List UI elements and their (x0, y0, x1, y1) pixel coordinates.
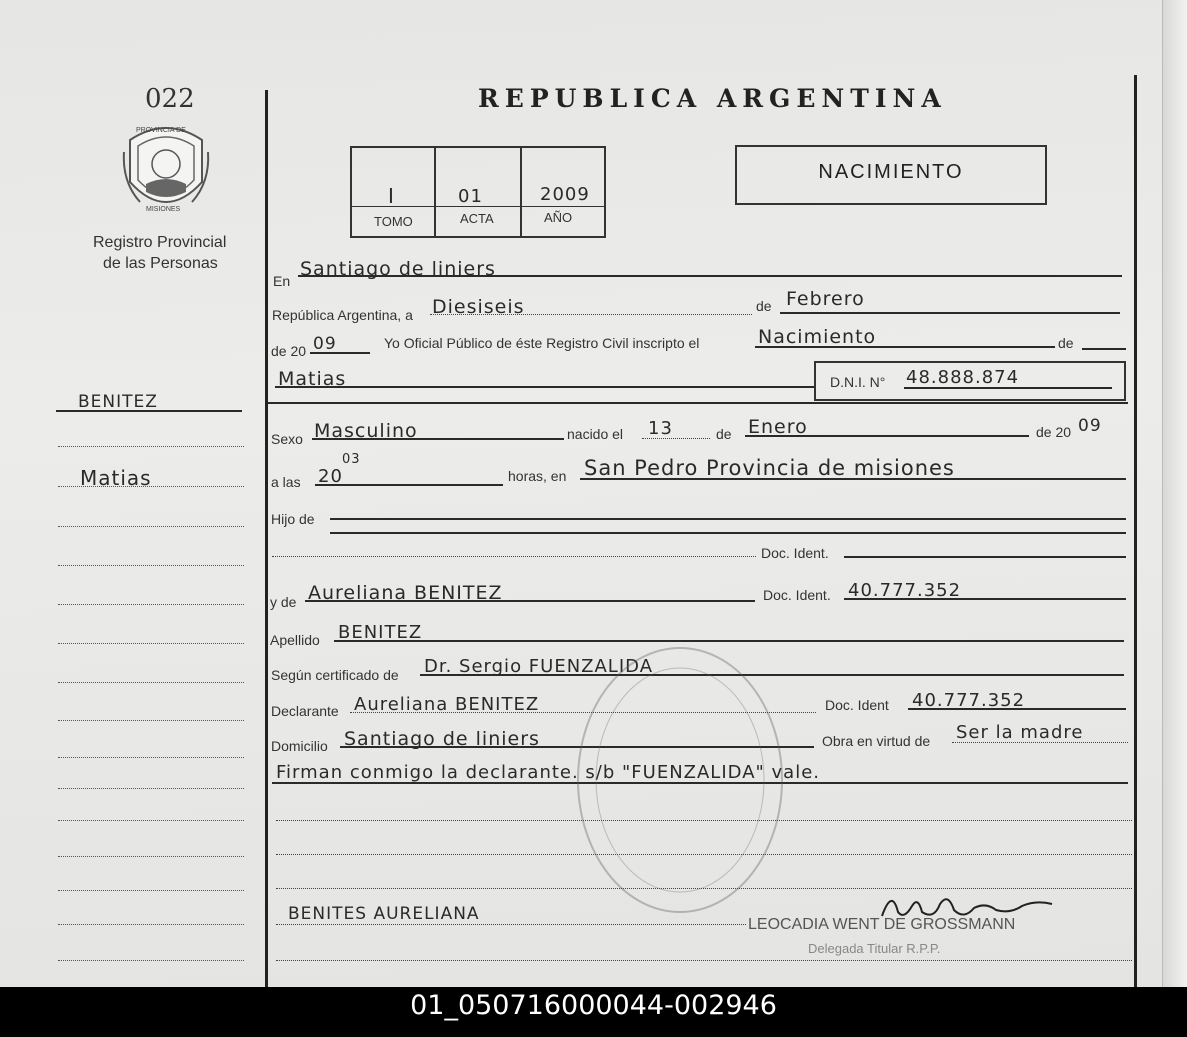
anio-label: AÑO (544, 210, 573, 225)
tomo-label: TOMO (374, 214, 413, 229)
image-caption: 01_050716000044-002946 (0, 987, 1187, 1037)
yde-label: y de (270, 594, 297, 610)
month-line (780, 312, 1120, 314)
en-label: En (273, 273, 291, 289)
de-label-2: de (1058, 335, 1074, 351)
mother-line (305, 600, 755, 602)
de-label: de (756, 298, 772, 314)
birth-day-value: 13 (648, 418, 673, 439)
hijo-line (330, 518, 1126, 520)
sexo-value: Masculino (314, 420, 418, 442)
margin-line (58, 446, 244, 447)
margin-line (58, 960, 244, 961)
mother-doc-value: 40.777.352 (848, 580, 962, 601)
year-prefix: de 20 (271, 343, 307, 359)
de-line-2 (1082, 348, 1126, 350)
hijo-label: Hijo de (271, 511, 315, 527)
father-line (272, 556, 756, 557)
margin-line (58, 720, 244, 721)
separator-line (268, 402, 1128, 404)
domicilio-label: Domicilio (271, 738, 328, 754)
obra-label: Obra en virtud de (822, 733, 931, 749)
de-label-3: de (716, 426, 732, 442)
birth-place-line (580, 478, 1126, 480)
certificate-value: Dr. Sergio FUENZALIDA (424, 656, 654, 677)
doc-ident-label-1: Doc. Ident. (761, 545, 829, 561)
mother-value: Aureliana BENITEZ (308, 582, 503, 604)
dni-line (904, 387, 1112, 389)
acta-label: ACTA (460, 211, 494, 226)
event-value: Nacimiento (758, 326, 877, 348)
dni-box (814, 361, 1126, 401)
doc-ident-label-2: Doc. Ident. (763, 587, 831, 603)
record-box (350, 146, 606, 238)
official-title: Delegada Titular R.P.P. (808, 941, 941, 956)
margin-line (58, 682, 244, 683)
registry-line-2: de las Personas (103, 255, 218, 272)
obra-value: Ser la madre (956, 722, 1084, 743)
apellido-label: Apellido (270, 632, 320, 648)
margin-given-name: Matias (80, 466, 152, 490)
dni-value: 48.888.874 (906, 367, 1020, 388)
blank-line (276, 960, 1132, 961)
republica-label: República Argentina, a (272, 307, 413, 323)
margin-signer: BENITES AURELIANA (288, 904, 480, 924)
hijo-line-2 (330, 532, 1126, 534)
day-words-value: Diesiseis (432, 296, 525, 318)
place-value: Santiago de liniers (300, 258, 496, 280)
margin-line (58, 757, 244, 758)
right-margin-rule (1134, 75, 1137, 987)
page-edge (1162, 0, 1187, 987)
sexo-line (312, 438, 564, 440)
firman-text: Firman conmigo la declarante. s/b "FUENZALIDA" vale. (276, 762, 820, 783)
margin-line (58, 788, 244, 789)
birth-month-line (745, 435, 1029, 437)
doc-ident-label-3: Doc. Ident (825, 697, 889, 713)
registry-line-1: Registro Provincial (93, 234, 227, 251)
margin-line (58, 924, 244, 925)
declarante-doc-value: 40.777.352 (912, 690, 1026, 711)
margin-line (58, 604, 244, 605)
segun-label: Según certificado de (271, 667, 399, 683)
declarante-value: Aureliana BENITEZ (354, 694, 540, 715)
month-value: Febrero (786, 288, 865, 310)
margin-line (58, 643, 244, 644)
official-stamp-icon (570, 640, 790, 920)
minutes-value: 03 (342, 452, 361, 467)
obra-line (952, 742, 1128, 743)
record-type-box (735, 145, 1047, 205)
hour-value: 20 (318, 466, 343, 487)
declarante-doc-line (908, 708, 1126, 710)
hour-line (315, 484, 503, 486)
place-line (298, 275, 1122, 277)
seal-text-bottom: MISIONES (146, 206, 181, 213)
official-name: LEOCADIA WENT DE GROSSMANN (748, 916, 1016, 933)
sexo-label: Sexo (271, 431, 303, 447)
margin-line (58, 526, 244, 527)
tomo-value: I (388, 184, 395, 208)
country-title: REPUBLICA ARGENTINA (478, 84, 947, 113)
birth-year-suffix: 09 (1078, 416, 1102, 436)
margin-line (58, 486, 244, 487)
child-name-line (275, 386, 815, 388)
left-margin-rule (265, 90, 268, 987)
birth-day-line (642, 438, 710, 439)
acta-value: 01 (458, 186, 483, 207)
horas-label: horas, en (508, 468, 567, 484)
oficial-text: Yo Oficial Público de éste Registro Civil inscripto el (384, 335, 700, 351)
blank-line (276, 924, 746, 925)
record-type-label: NACIMIENTO (818, 161, 964, 183)
father-doc-line (844, 556, 1126, 558)
margin-line (58, 565, 244, 566)
child-name-value: Matias (278, 368, 347, 390)
event-line (755, 346, 1055, 348)
declarante-label: Declarante (271, 703, 339, 719)
alas-label: a las (271, 474, 301, 490)
margin-line (58, 820, 244, 821)
nacido-label: nacido el (567, 426, 624, 442)
year-line (310, 352, 370, 354)
document-number: 022 (145, 84, 195, 114)
birth-month-value: Enero (748, 416, 808, 438)
apellido-value: BENITEZ (338, 622, 423, 643)
mother-doc-line (844, 598, 1126, 600)
day-line (430, 314, 752, 315)
birth-place-value: San Pedro Provincia de misiones (584, 456, 955, 480)
margin-line (58, 856, 244, 857)
margin-line (58, 890, 244, 891)
seal-text-top: PROVINCIA DE (136, 127, 186, 134)
domicilio-value: Santiago de liniers (344, 728, 540, 750)
birth-year-prefix: de 20 (1036, 424, 1072, 440)
margin-surname: BENITEZ (78, 392, 158, 412)
year-suffix: 09 (313, 334, 337, 354)
anio-value: 2009 (540, 184, 590, 205)
dni-label: D.N.I. N° (830, 374, 886, 390)
